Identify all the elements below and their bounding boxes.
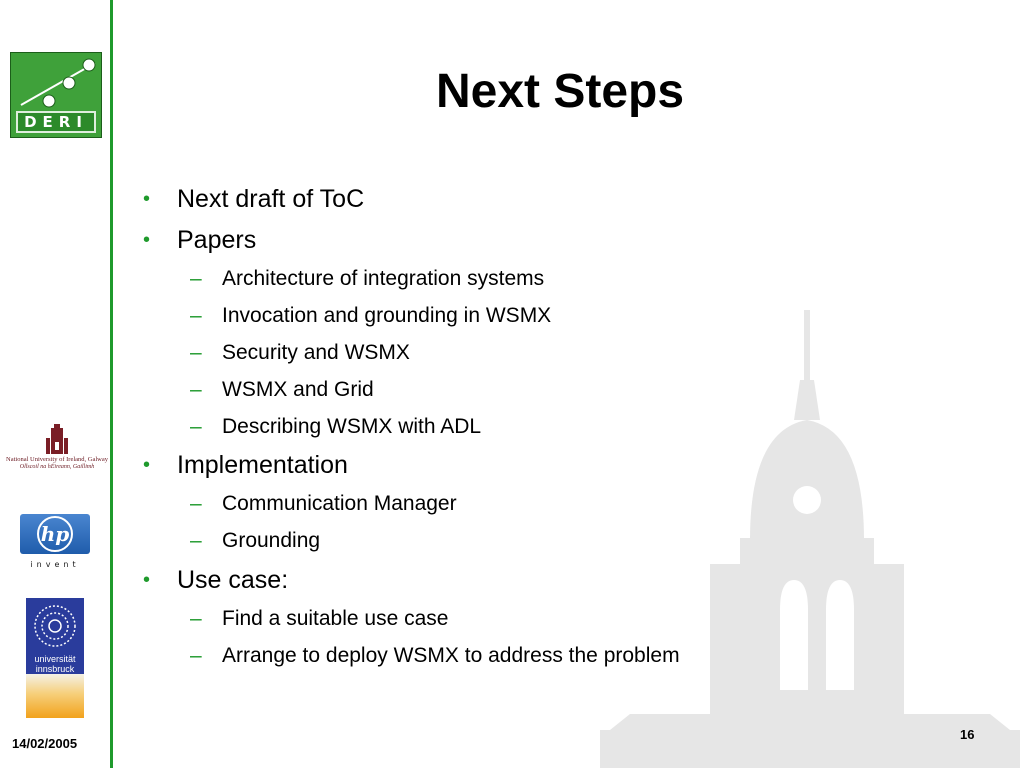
sub-item-text: Security and WSMX <box>222 341 410 364</box>
svg-text:hp: hp <box>40 522 70 546</box>
bullet-item <box>143 565 289 595</box>
bullet-text: Papers <box>177 226 257 254</box>
hp-logo <box>20 514 92 570</box>
bullet-item <box>143 184 365 214</box>
bullet-text: Next draft of ToC <box>177 185 365 213</box>
bullet-icon: • <box>143 569 151 591</box>
sub-item <box>190 340 410 366</box>
page-number: 16 <box>960 727 975 742</box>
sub-item <box>190 606 449 632</box>
dash-icon: – <box>190 304 202 327</box>
innsbruck-emblem-icon <box>26 598 84 654</box>
deri-logo-text: DERI <box>16 111 96 133</box>
sub-item-text: Communication Manager <box>222 492 457 515</box>
sub-item-text: Architecture of integration systems <box>222 267 545 290</box>
deri-logo <box>10 52 102 138</box>
dash-icon: – <box>190 378 202 401</box>
sub-item-text: Describing WSMX with ADL <box>222 415 482 438</box>
sub-item <box>190 414 482 440</box>
sub-item <box>190 377 374 403</box>
nuig-name-irish: Ollscoil na hÉireann, Gaillimh <box>19 464 95 470</box>
bullet-item <box>143 225 257 255</box>
sub-item-text: Arrange to deploy WSMX to address the problem <box>222 644 680 667</box>
sub-item-text: Invocation and grounding in WSMX <box>222 304 552 327</box>
dash-icon: – <box>190 492 202 515</box>
bullet-item <box>143 450 348 480</box>
hp-tagline: invent <box>30 560 80 569</box>
bullet-text: Implementation <box>177 451 348 479</box>
hp-mark-icon <box>20 514 90 554</box>
sub-item <box>190 491 457 517</box>
innsbruck-logo <box>26 598 84 718</box>
innsbruck-line1: universität <box>34 654 76 664</box>
footer-date: 14/02/2005 <box>12 736 78 751</box>
sidebar-divider <box>110 0 113 768</box>
sub-item <box>190 266 545 292</box>
building-watermark-icon <box>600 310 1020 768</box>
nuig-logo <box>4 424 110 476</box>
dash-icon: – <box>190 607 202 630</box>
bullet-icon: • <box>143 188 151 210</box>
sub-item-text: WSMX and Grid <box>222 378 374 401</box>
sub-item <box>190 643 680 669</box>
nuig-name: National University of Ireland, Galway <box>6 456 108 463</box>
bullet-icon: • <box>143 229 151 251</box>
innsbruck-pattern <box>26 674 84 718</box>
dash-icon: – <box>190 529 202 552</box>
slide-title: Next Steps <box>435 65 685 118</box>
bullet-text: Use case: <box>177 566 289 594</box>
dash-icon: – <box>190 341 202 364</box>
dash-icon: – <box>190 644 202 667</box>
innsbruck-line2: innsbruck <box>35 664 75 674</box>
sub-item-text: Find a suitable use case <box>222 607 449 630</box>
dash-icon: – <box>190 267 202 290</box>
bullet-icon: • <box>143 454 151 476</box>
sub-item <box>190 303 552 329</box>
sub-item <box>190 528 321 554</box>
dash-icon: – <box>190 415 202 438</box>
nuig-crest-icon <box>4 424 110 456</box>
sub-item-text: Grounding <box>222 529 321 552</box>
